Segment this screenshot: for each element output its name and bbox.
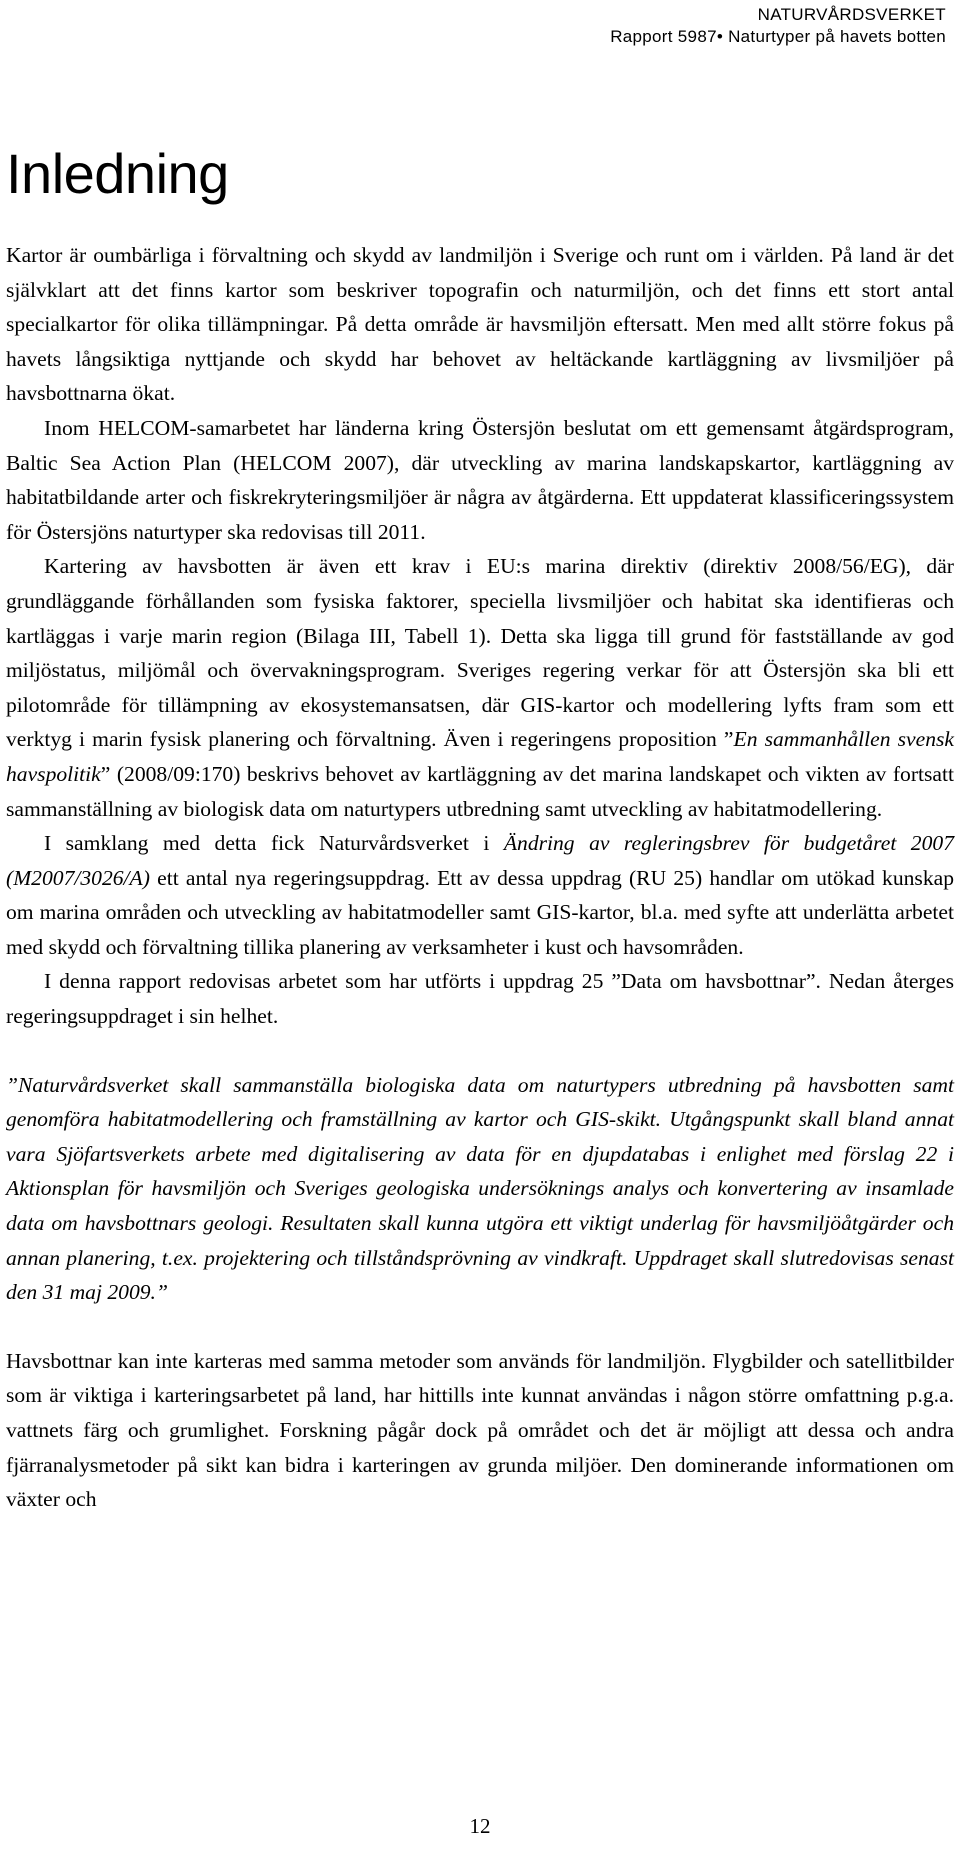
paragraph-eu-directive-text-cont: ” (2008/09:170) beskrivs behovet av kartläggning av det marina landskapet och vikten av fortsatt sammanställning av biologisk data om naturtypers utbredning samt utveckling av habitatmodellering. (6, 761, 954, 821)
page-header (610, 4, 946, 48)
paragraph-intro: Kartor är oumbärliga i förvaltning och skydd av landmiljön i Sverige och runt om i världen. På land är det självklart att det finns kartor som beskriver topografin och naturmiljön, och det finns ett stort antal specialkartor för olika tillämpningar. På detta område är havsmiljön eftersatt. Men med allt större fokus på havets långsiktiga nyttjande och skydd har behovet av heltäckande kartläggning av livsmiljöer på havsbottnarna ökat. (6, 243, 954, 406)
paragraph-report-scope: I denna rapport redovisas arbetet som har utförts i uppdrag 25 ”Data om havsbottnar”. Nedan återges regeringsuppdraget i sin helhet. (6, 969, 954, 1029)
section-title: Inledning (6, 142, 229, 205)
body-text (6, 238, 954, 1517)
page-number: 12 (469, 1814, 491, 1838)
paragraph-regleringsbrev-text: I samklang med detta fick Naturvårdsverket i (44, 831, 504, 856)
paragraph-regleringsbrev (6, 826, 954, 964)
paragraph-eu-directive-text: Kartering av havsbotten är även ett krav i EU:s marina direktiv (direktiv 2008/56/EG), där grundläggande förhållanden som fysiska faktorer, speciella livsmiljöer och habitat ska identifieras och kartläggas i varje marin region (Bilaga III, Tabell 1). Detta ska ligga till grund för fastställande av god miljöstatus, miljömål och övervakningsprogram. Sveriges regering verkar för att Östersjön ska bli ett pilotområde för tillämpning av ekosystemansatsen, där GIS-kartor och modellering lyfts fram som ett verktyg i marin fysisk planering och förvaltning. Även i regeringens proposition ” (6, 554, 954, 752)
paragraph-eu-directive (6, 549, 954, 826)
government-assignment-quote: ”Naturvårdsverket skall sammanställa biologiska data om naturtypers utbredning på havsbotten samt genomföra habitatmodellering och framställning av kartor och GIS-skikt. Utgångspunkt skall bland annat vara Sjöfartsverkets arbete med digitalisering av data för en djupdatabas i enlighet med förslag 22 i Aktionsplan för havsmiljön och Sveriges geologiska undersöknings analys och konvertering av insamlade data om havsbottnars geologi. Resultaten skall kunna utgöra ett viktigt underlag för havsmiljöåtgärder och annan planering, t.ex. projektering och tillståndsprövning av vindkraft. Uppdraget skall slutredovisas senast den 31 maj 2009.” (6, 1072, 954, 1305)
proposition-title: En sammanhållen svensk havspolitik (6, 727, 954, 786)
header-org: NATURVÅRDSVERKET (757, 5, 946, 24)
header-report-title: Rapport 5987• Naturtyper på havets botten (610, 27, 946, 46)
paragraph-mapping-methods: Havsbottnar kan inte karteras med samma metoder som används för landmiljön. Flygbilder och satellitbilder som är viktiga i karteringsarbetet på land, har hittills inte kunnat användas i någon större omfattning p.g.a. vattnets färg och grumlighet. Forskning pågår dock på området och det är möjligt att dessa och andra fjärranalysmetoder på sikt kan bidra i karteringen av grunda miljöer. Den dominerande informationen om växter och (6, 1348, 954, 1512)
paragraph-regleringsbrev-text-cont: ett antal nya regeringsuppdrag. Ett av dessa uppdrag (RU 25) handlar om utökad kunskap om marina områden och utveckling av habitatmodeller samt GIS-kartor, bl.a. med syfte att underlätta arbetet med skydd och förvaltning tillika planering av verksamheter i kust och havsområden. (6, 865, 954, 959)
paragraph-helcom: Inom HELCOM-samarbetet har länderna kring Östersjön beslutat om ett gemensamt åtgärdsprogram, Baltic Sea Action Plan (HELCOM 2007), där utveckling av marina landskapskartor, kartläggning av habitatbildande arter och fiskrekryteringsmiljöer är några av åtgärderna. Ett uppdaterat klassificeringssystem för Östersjöns naturtyper ska redovisas till 2011. (6, 415, 954, 544)
regleringsbrev-title: Ändring av regleringsbrev för budgetåret 2007 (M2007/3026/A) (6, 831, 954, 890)
